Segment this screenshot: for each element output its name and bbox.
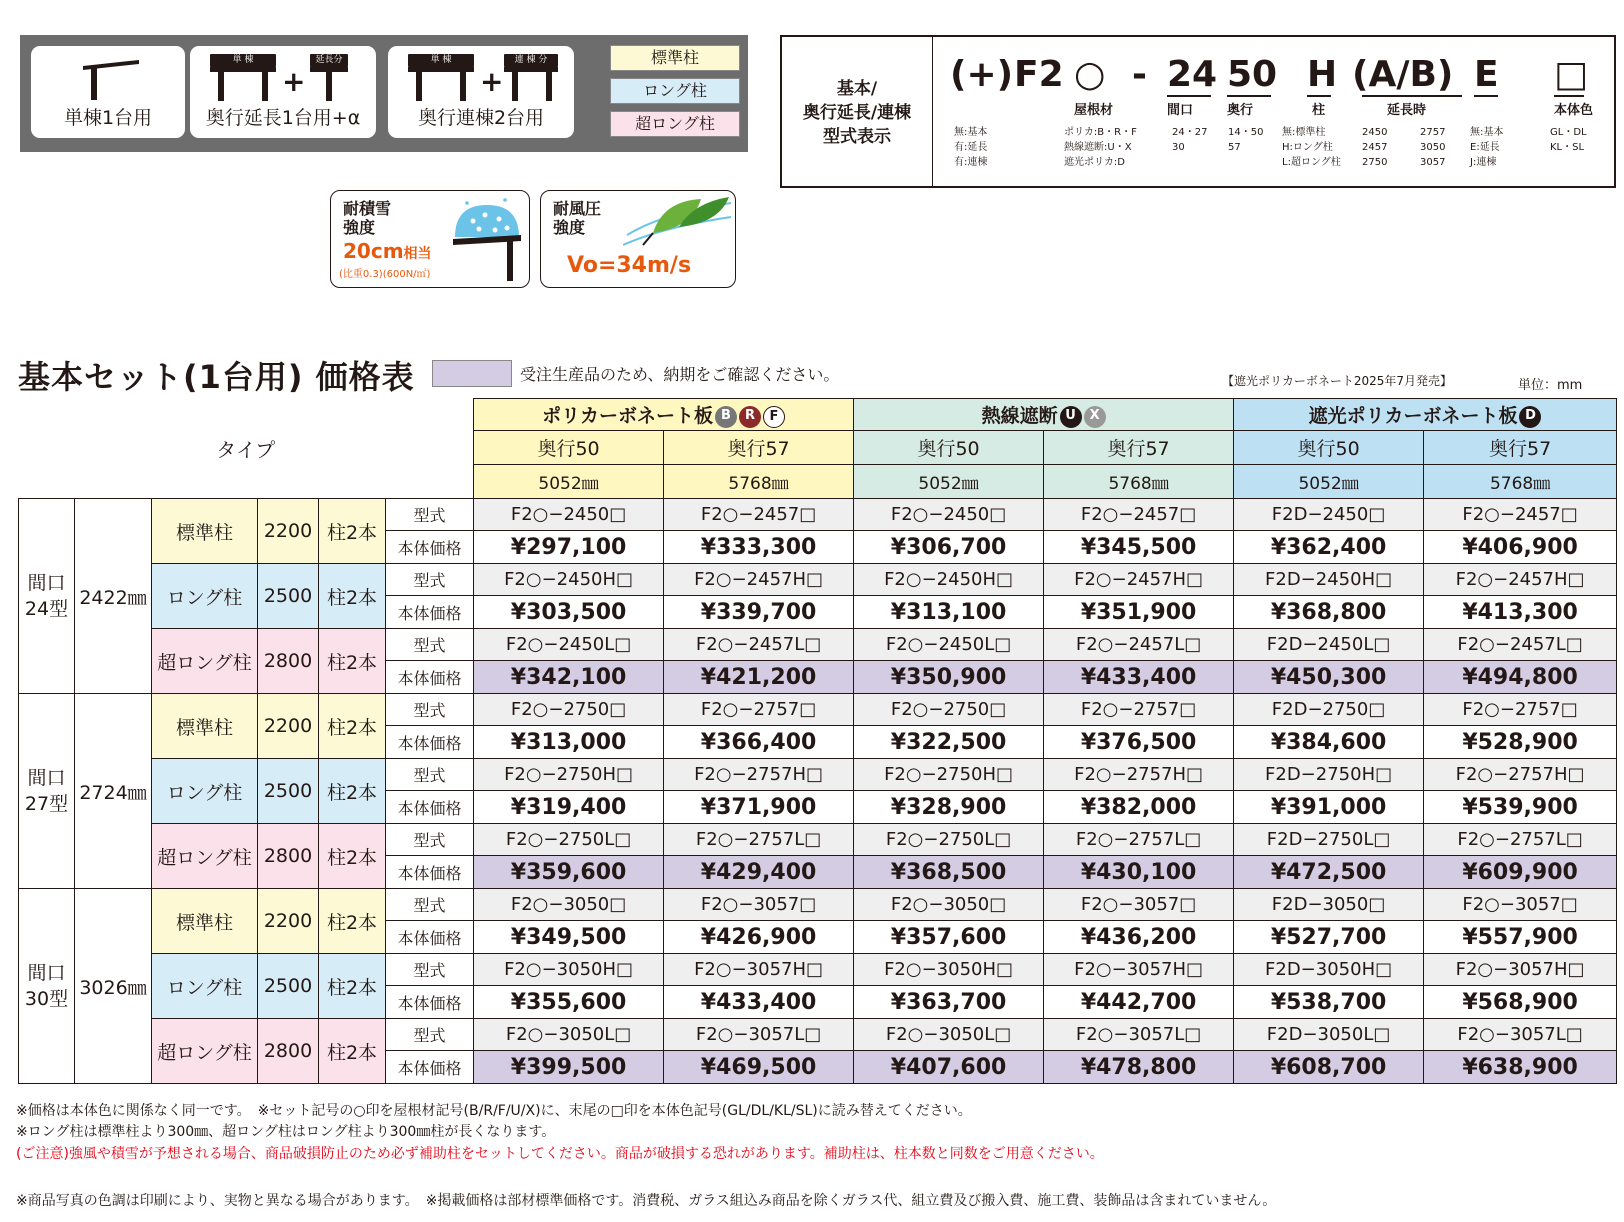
model-code-cell: F2○−2750H□ xyxy=(854,759,1044,791)
mark-d: D xyxy=(1519,406,1541,428)
code-opt-depth: 14・50 57 xyxy=(1228,127,1264,153)
code-color-box: □ xyxy=(1554,54,1589,95)
code-label-roof: 屋根材 xyxy=(1074,103,1114,118)
note-color: ※価格は本体色に関係なく同一です。 ※セット記号の○印を屋根材記号(B/R/F/U/X)に、末尾の□印を本体色記号(GL/DL/KL/SL)に読み替えてください。 xyxy=(16,1103,972,1119)
tag-single: 単 棟 xyxy=(210,54,276,67)
model-code-cell: F2○−2457L□ xyxy=(1044,629,1234,661)
note-price-disclaimer: ※商品写真の色調は印刷により、実物と異なる場合があります。 ※掲載価格は部材標準価格です。消費税、ガラス組込み商品を除くガラス代、組立費及び搬入費、施工費、装飾品は含まれていません。 xyxy=(16,1193,1277,1209)
model-code-cell: F2○−2450H□ xyxy=(474,564,664,596)
wind-pressure-badge xyxy=(540,190,736,288)
price-cell: ¥382,000 xyxy=(1044,791,1234,824)
model-code-cell: F2○−2757□ xyxy=(1044,694,1234,726)
carport-extend-icon xyxy=(210,54,360,104)
wind-title: 耐風圧 強度 xyxy=(553,199,602,237)
legend-extra-long-post: 超ロング柱 xyxy=(610,111,740,137)
model-code-cell: F2D−2450L□ xyxy=(1234,629,1424,661)
tag-single: 単 棟 xyxy=(408,54,474,67)
model-code-cell: F2○−2750L□ xyxy=(854,824,1044,856)
row-label-price: 本体価格 xyxy=(386,1051,474,1084)
price-cell: ¥313,000 xyxy=(474,726,664,759)
row-label-price: 本体価格 xyxy=(386,531,474,564)
model-code-cell: F2○−3057H□ xyxy=(1424,954,1617,986)
code-prefix: (+) xyxy=(950,54,1014,95)
code-opt-ext-b: 2757 3050 3057 xyxy=(1420,127,1446,168)
model-code-cell: F2D−2750□ xyxy=(1234,694,1424,726)
width-mm: 3026㎜ xyxy=(75,889,152,1084)
code-depth: 50 xyxy=(1227,54,1278,95)
price-cell: ¥368,800 xyxy=(1234,596,1424,629)
row-label-model: 型式 xyxy=(386,499,474,531)
front-size: 間口 24型 xyxy=(19,499,75,694)
post-height: 2500 xyxy=(258,759,319,824)
depth-header: 奥行57 xyxy=(1044,431,1234,465)
group-header-shade-polycarbonate: 遮光ポリカーボネート板 D xyxy=(1234,399,1617,431)
row-label-price: 本体価格 xyxy=(386,856,474,889)
model-code-cell: F2○−2757L□ xyxy=(1044,824,1234,856)
model-code-cell: F2○−3057H□ xyxy=(664,954,854,986)
price-cell: ¥442,700 xyxy=(1044,986,1234,1019)
plus-sign: + xyxy=(480,65,504,98)
depth-header: 奥行57 xyxy=(664,431,854,465)
post-count: 柱2本 xyxy=(319,1019,386,1084)
tag-extend: 延長分 xyxy=(310,54,348,67)
table-row-model xyxy=(19,889,1617,921)
code-opt-ext-a: 2450 2457 2750 xyxy=(1362,127,1388,168)
code-width: 24 xyxy=(1167,54,1218,95)
post-count: 柱2本 xyxy=(319,499,386,564)
price-cell: ¥407,600 xyxy=(854,1051,1044,1084)
model-code-cell: F2○−3057L□ xyxy=(1044,1019,1234,1051)
table-row-model xyxy=(19,499,1617,531)
price-cell: ¥391,000 xyxy=(1234,791,1424,824)
model-code-panel xyxy=(780,35,1616,188)
model-code-cell: F2D−2450□ xyxy=(1234,499,1424,531)
code-f2: F2 xyxy=(1014,54,1064,95)
post-count: 柱2本 xyxy=(319,564,386,629)
model-code-cell: F2○−2457L□ xyxy=(1424,629,1617,661)
carport-connect-icon xyxy=(408,54,558,104)
model-code-cell: F2○−3050L□ xyxy=(854,1019,1044,1051)
snow-value: 20cm相当 xyxy=(343,239,432,263)
price-cell: ¥376,500 xyxy=(1044,726,1234,759)
code-label-post: 柱 xyxy=(1312,103,1326,118)
price-cell: ¥494,800 xyxy=(1424,661,1617,694)
model-code-cell: F2○−2450L□ xyxy=(854,629,1044,661)
mark-u: U xyxy=(1060,406,1082,428)
row-label-price: 本体価格 xyxy=(386,661,474,694)
made-to-order-note: 受注生産品のため、納期をご確認ください。 xyxy=(520,365,840,384)
price-cell: ¥433,400 xyxy=(1044,661,1234,694)
post-height: 2500 xyxy=(258,564,319,629)
model-code-cell: F2○−3050L□ xyxy=(474,1019,664,1051)
model-code-cell: F2○−2757L□ xyxy=(664,824,854,856)
model-code-cell: F2D−2750L□ xyxy=(1234,824,1424,856)
price-cell: ¥384,600 xyxy=(1234,726,1424,759)
note-post-length: ※ロング柱は標準柱より300㎜、超ロング柱はロング柱より300㎜柱が長くなります。 xyxy=(16,1124,556,1140)
price-cell: ¥345,500 xyxy=(1044,531,1234,564)
price-cell: ¥609,900 xyxy=(1424,856,1617,889)
length-header: 5052㎜ xyxy=(1234,465,1424,499)
row-label-price: 本体価格 xyxy=(386,921,474,954)
length-header: 5052㎜ xyxy=(854,465,1044,499)
post-count: 柱2本 xyxy=(319,889,386,954)
price-cell: ¥469,500 xyxy=(664,1051,854,1084)
code-post: H xyxy=(1307,54,1338,95)
depth-header: 奥行50 xyxy=(474,431,664,465)
made-to-order-swatch xyxy=(432,360,512,387)
model-code-cell: F2○−2750□ xyxy=(474,694,664,726)
model-code-cell: F2○−3057□ xyxy=(664,889,854,921)
model-code-cell: F2○−2450L□ xyxy=(474,629,664,661)
group-header-polycarbonate: ポリカーボネート板 B R F xyxy=(474,399,854,431)
row-label-model: 型式 xyxy=(386,954,474,986)
mark-b: B xyxy=(715,406,737,428)
table-row-model xyxy=(19,694,1617,726)
model-code-cell: F2○−2457H□ xyxy=(1424,564,1617,596)
legend-standard-post: 標準柱 xyxy=(610,45,740,71)
model-code-cell: F2○−2450□ xyxy=(854,499,1044,531)
code-label-ext: 延長時 xyxy=(1387,103,1427,118)
price-cell: ¥349,500 xyxy=(474,921,664,954)
table-row-model xyxy=(19,1019,1617,1051)
code-e: E xyxy=(1474,54,1499,95)
model-code-cell: F2○−2757□ xyxy=(1424,694,1617,726)
front-size: 間口 27型 xyxy=(19,694,75,889)
type-card-connect xyxy=(388,46,574,138)
post-height: 2800 xyxy=(258,629,319,694)
price-cell: ¥322,500 xyxy=(854,726,1044,759)
price-cell: ¥368,500 xyxy=(854,856,1044,889)
model-code-cell: F2○−3057□ xyxy=(1044,889,1234,921)
length-header: 5052㎜ xyxy=(474,465,664,499)
price-cell: ¥539,900 xyxy=(1424,791,1617,824)
price-cell: ¥538,700 xyxy=(1234,986,1424,1019)
model-code-cell: F2○−2757H□ xyxy=(664,759,854,791)
model-code-cell: F2○−3057□ xyxy=(1424,889,1617,921)
post-count: 柱2本 xyxy=(319,629,386,694)
post-type: 標準柱 xyxy=(152,694,258,759)
snow-note: (比重0.3)(600N/㎡) xyxy=(339,269,431,280)
price-cell: ¥472,500 xyxy=(1234,856,1424,889)
post-count: 柱2本 xyxy=(319,824,386,889)
model-code-cell: F2○−2450□ xyxy=(474,499,664,531)
price-cell: ¥313,100 xyxy=(854,596,1044,629)
table-row-model xyxy=(19,759,1617,791)
price-cell: ¥306,700 xyxy=(854,531,1044,564)
legend-long-post: ロング柱 xyxy=(610,78,740,104)
row-label-model: 型式 xyxy=(386,1019,474,1051)
depth-header: 奥行50 xyxy=(1234,431,1424,465)
depth-header: 奥行57 xyxy=(1424,431,1617,465)
front-size: 間口 30型 xyxy=(19,889,75,1084)
price-cell: ¥319,400 xyxy=(474,791,664,824)
price-cell: ¥638,900 xyxy=(1424,1051,1617,1084)
row-label-price: 本体価格 xyxy=(386,986,474,1019)
price-cell: ¥339,700 xyxy=(664,596,854,629)
type-banner xyxy=(20,35,748,152)
row-label-model: 型式 xyxy=(386,889,474,921)
code-label-color: 本体色 xyxy=(1554,103,1594,118)
post-type: 標準柱 xyxy=(152,499,258,564)
price-table-title: 基本セット(1台用) 価格表 xyxy=(18,358,415,396)
code-label-width: 間口 xyxy=(1167,103,1194,118)
code-opt-post: 無:標準柱 H:ロング柱 L:超ロング柱 xyxy=(1282,127,1341,168)
wind-leaf-icon xyxy=(623,193,733,253)
note-caution: (ご注意)強風や積雪が予想される場合、商品破損防止のため必ず補助柱をセットしてください。商品が破損する恐れがあります。補助柱は、柱本数と同数をご用意ください。 xyxy=(16,1146,1104,1162)
row-label-model: 型式 xyxy=(386,564,474,596)
code-ext: (A/B) xyxy=(1352,54,1454,95)
price-cell: ¥342,100 xyxy=(474,661,664,694)
model-code-cell: F2○−2750H□ xyxy=(474,759,664,791)
price-cell: ¥399,500 xyxy=(474,1051,664,1084)
table-row-model xyxy=(19,954,1617,986)
row-label-model: 型式 xyxy=(386,759,474,791)
model-code-cell: F2○−2750L□ xyxy=(474,824,664,856)
code-panel-heading: 基本/ 奥行延長/連棟 型式表示 xyxy=(802,79,912,147)
row-label-price: 本体価格 xyxy=(386,596,474,629)
post-type: ロング柱 xyxy=(152,954,258,1019)
price-cell: ¥557,900 xyxy=(1424,921,1617,954)
post-height: 2800 xyxy=(258,1019,319,1084)
code-opt-roof: ポリカ:B・R・F 熱線遮断:U・X 遮光ポリカ:D xyxy=(1064,127,1137,168)
price-cell: ¥357,600 xyxy=(854,921,1044,954)
model-code-cell: F2○−2750□ xyxy=(854,694,1044,726)
mark-x: X xyxy=(1084,406,1106,428)
model-code-cell: F2○−2457□ xyxy=(664,499,854,531)
mark-f: F xyxy=(763,406,785,428)
price-cell: ¥478,800 xyxy=(1044,1051,1234,1084)
code-opt-color: GL・DL KL・SL xyxy=(1550,127,1587,153)
model-code-cell: F2○−2757H□ xyxy=(1424,759,1617,791)
post-count: 柱2本 xyxy=(319,954,386,1019)
price-cell: ¥355,600 xyxy=(474,986,664,1019)
width-mm: 2422㎜ xyxy=(75,499,152,694)
model-code-cell: F2○−3057H□ xyxy=(1044,954,1234,986)
model-code-cell: F2○−2457□ xyxy=(1044,499,1234,531)
price-cell: ¥436,200 xyxy=(1044,921,1234,954)
price-cell: ¥430,100 xyxy=(1044,856,1234,889)
code-opt-prefix: 無:基本 有:延長 有:連棟 xyxy=(954,127,988,168)
width-mm: 2724㎜ xyxy=(75,694,152,889)
type-connect-label: 奥行連棟2台用 xyxy=(417,107,545,129)
post-height: 2800 xyxy=(258,824,319,889)
table-row-model xyxy=(19,564,1617,596)
price-cell: ¥426,900 xyxy=(664,921,854,954)
model-code-cell: F2○−2457H□ xyxy=(664,564,854,596)
post-type: 標準柱 xyxy=(152,889,258,954)
code-dash: - xyxy=(1132,54,1147,95)
price-cell: ¥333,300 xyxy=(664,531,854,564)
code-opt-width: 24・27 30 xyxy=(1172,127,1208,153)
price-table xyxy=(18,398,1617,1084)
model-code-cell: F2D−3050H□ xyxy=(1234,954,1424,986)
depth-header: 奥行50 xyxy=(854,431,1044,465)
post-height: 2500 xyxy=(258,954,319,1019)
row-label-model: 型式 xyxy=(386,694,474,726)
price-cell: ¥406,900 xyxy=(1424,531,1617,564)
price-cell: ¥421,200 xyxy=(664,661,854,694)
wind-value: Vo=34m/s xyxy=(567,253,692,278)
price-cell: ¥433,400 xyxy=(664,986,854,1019)
model-code-cell: F2D−3050□ xyxy=(1234,889,1424,921)
post-height: 2200 xyxy=(258,694,319,759)
mark-r: R xyxy=(739,406,761,428)
model-code-cell: F2○−2450H□ xyxy=(854,564,1044,596)
plus-sign: + xyxy=(282,65,306,98)
unit-note: 単位：mm xyxy=(1518,378,1583,393)
code-opt-e: 無:基本 E:延長 J:連棟 xyxy=(1470,127,1504,168)
model-code-cell: F2○−3050□ xyxy=(474,889,664,921)
post-type: 超ロング柱 xyxy=(152,629,258,694)
type-card-single xyxy=(31,46,185,138)
price-cell: ¥568,900 xyxy=(1424,986,1617,1019)
model-code-cell: F2D−2750H□ xyxy=(1234,759,1424,791)
length-header: 5768㎜ xyxy=(1044,465,1234,499)
price-cell: ¥527,700 xyxy=(1234,921,1424,954)
model-code-cell: F2○−3050H□ xyxy=(854,954,1044,986)
price-cell: ¥608,700 xyxy=(1234,1051,1424,1084)
release-note: 【遮光ポリカーボネート2025年7月発売】 xyxy=(1222,374,1453,388)
model-code-cell: F2○−2457□ xyxy=(1424,499,1617,531)
table-row-model xyxy=(19,824,1617,856)
row-label-price: 本体価格 xyxy=(386,791,474,824)
price-cell: ¥297,100 xyxy=(474,531,664,564)
model-code-cell: F2D−3050L□ xyxy=(1234,1019,1424,1051)
row-label-model: 型式 xyxy=(386,824,474,856)
price-cell: ¥366,400 xyxy=(664,726,854,759)
model-code-cell: F2○−3050H□ xyxy=(474,954,664,986)
carport-single-icon xyxy=(81,58,141,100)
table-row-model xyxy=(19,629,1617,661)
price-cell: ¥362,400 xyxy=(1234,531,1424,564)
price-cell: ¥450,300 xyxy=(1234,661,1424,694)
code-roof-circle: ○ xyxy=(1074,54,1106,95)
post-type: ロング柱 xyxy=(152,564,258,629)
model-code-cell: F2○−3050□ xyxy=(854,889,1044,921)
length-header: 5768㎜ xyxy=(1424,465,1617,499)
post-count: 柱2本 xyxy=(319,759,386,824)
post-type: 超ロング柱 xyxy=(152,1019,258,1084)
price-cell: ¥413,300 xyxy=(1424,596,1617,629)
model-code-cell: F2○−2757H□ xyxy=(1044,759,1234,791)
type-extend-label: 奥行延長1台用+α xyxy=(205,107,361,129)
post-height: 2200 xyxy=(258,889,319,954)
snow-title: 耐積雪 強度 xyxy=(343,199,392,237)
model-code-cell: F2○−3057L□ xyxy=(1424,1019,1617,1051)
length-header: 5768㎜ xyxy=(664,465,854,499)
price-cell: ¥303,500 xyxy=(474,596,664,629)
price-cell: ¥528,900 xyxy=(1424,726,1617,759)
model-code-cell: F2○−2757□ xyxy=(664,694,854,726)
snow-load-badge xyxy=(330,190,530,288)
model-code-cell: F2○−2757L□ xyxy=(1424,824,1617,856)
model-code-cell: F2D−2450H□ xyxy=(1234,564,1424,596)
row-label-model: 型式 xyxy=(386,629,474,661)
type-card-extend xyxy=(190,46,376,138)
price-cell: ¥328,900 xyxy=(854,791,1044,824)
post-height: 2200 xyxy=(258,499,319,564)
snow-load-icon xyxy=(449,197,529,283)
model-code-cell: F2○−3057L□ xyxy=(664,1019,854,1051)
price-cell: ¥350,900 xyxy=(854,661,1044,694)
post-type: 超ロング柱 xyxy=(152,824,258,889)
price-cell: ¥371,900 xyxy=(664,791,854,824)
tag-connect: 連 棟 分 xyxy=(504,54,558,67)
model-code-cell: F2○−2457H□ xyxy=(1044,564,1234,596)
price-cell: ¥429,400 xyxy=(664,856,854,889)
type-single-label: 単棟1台用 xyxy=(63,107,153,129)
group-header-heat-shield: 熱線遮断 U X xyxy=(854,399,1234,431)
price-cell: ¥363,700 xyxy=(854,986,1044,1019)
post-count: 柱2本 xyxy=(319,694,386,759)
post-type: ロング柱 xyxy=(152,759,258,824)
code-label-depth: 奥行 xyxy=(1227,103,1254,118)
type-header: タイプ xyxy=(19,399,474,499)
price-cell: ¥359,600 xyxy=(474,856,664,889)
price-cell: ¥351,900 xyxy=(1044,596,1234,629)
model-code-cell: F2○−2457L□ xyxy=(664,629,854,661)
row-label-price: 本体価格 xyxy=(386,726,474,759)
